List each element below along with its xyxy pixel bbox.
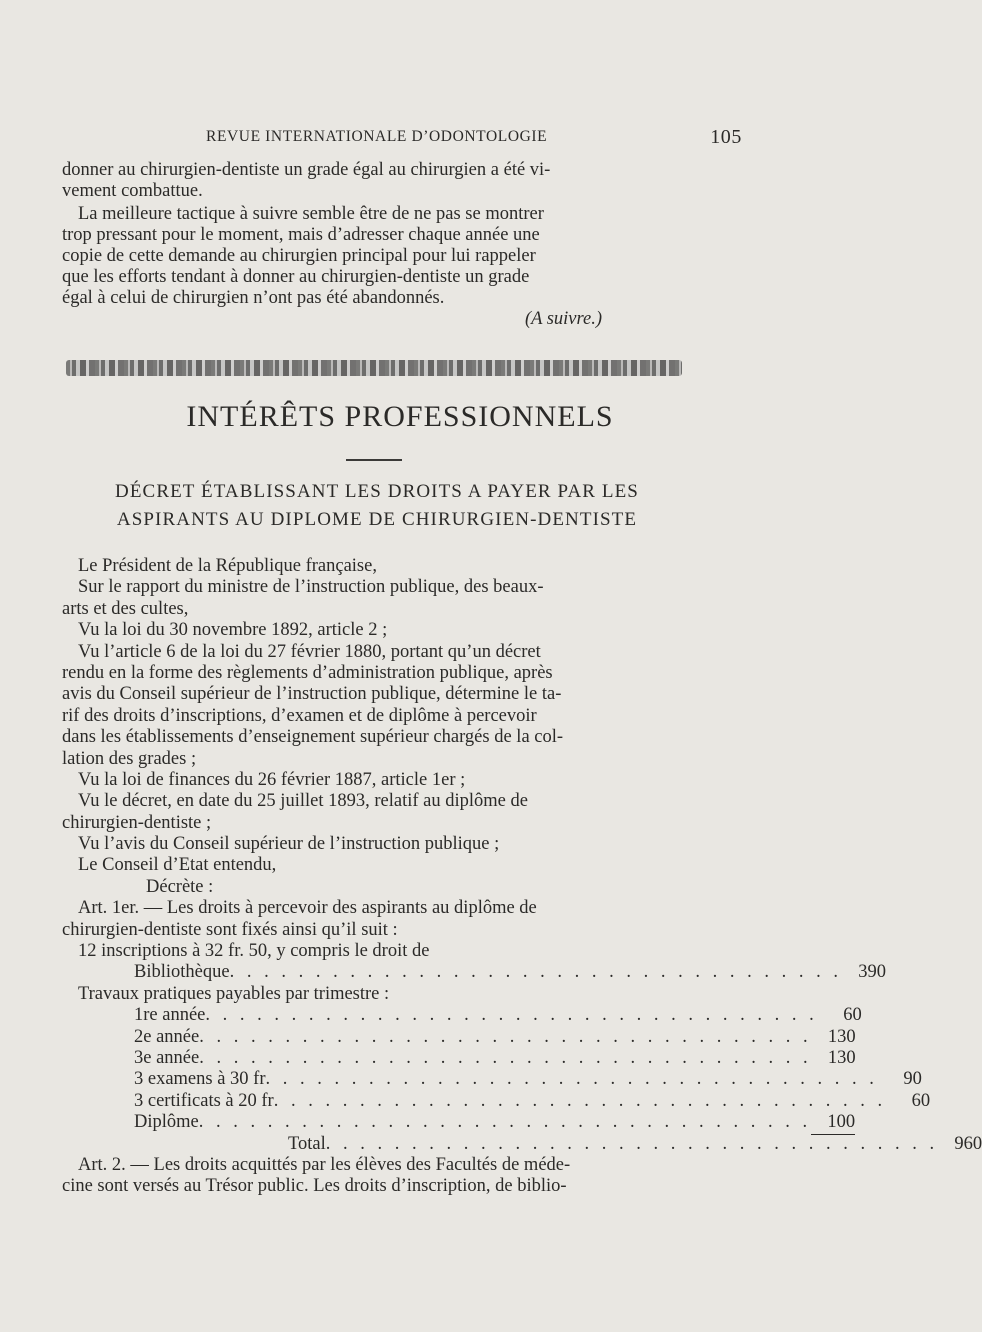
- fee-label: 3 certificats à 20 fr: [134, 1090, 274, 1111]
- ornamental-divider: [66, 360, 682, 376]
- text-line: arts et des cultes,: [62, 598, 189, 619]
- text-line: rif des droits d’inscriptions, d’examen et de diplôme à percevoir: [62, 705, 537, 726]
- fee-label: 3 examens à 30 fr: [134, 1069, 266, 1090]
- text-line: Travaux pratiques payables par trimestre :: [78, 983, 390, 1004]
- fee-row: [62, 1090, 931, 1112]
- decree-title-line: ASPIRANTS AU DIPLOME DE CHIRURGIEN-DENTISTE: [116, 509, 638, 530]
- fee-label: 3e année: [134, 1047, 200, 1068]
- text-line: copie de cette demande au chirurgien principal pour lui rappeler: [62, 246, 536, 266]
- fee-value: 130: [827, 1047, 856, 1068]
- decree-body: [62, 556, 982, 1198]
- text-line: La meilleure tactique à suivre semble être de ne pas se montrer: [78, 204, 544, 224]
- text-line: Art. 2. — Les droits acquittés par les élèves des Facultés de méde-: [78, 1154, 571, 1175]
- fee-value: 90: [903, 1069, 922, 1090]
- fee-label: 2e année: [134, 1026, 200, 1047]
- text-line: chirurgien-dentiste ;: [62, 812, 212, 833]
- to-be-continued: (A suivre.): [524, 309, 602, 329]
- leader-dots: . . . . . . . . . . . . . . . . . . . . . . . . . . . . . . . . . . . .: [325, 1133, 939, 1154]
- text-line: Vu la loi du 30 novembre 1892, article 2 ;: [78, 620, 388, 641]
- fee-value: 100: [811, 1112, 855, 1134]
- text-line: cine sont versés au Trésor public. Les droits d’inscription, de biblio-: [62, 1176, 567, 1197]
- text-line: Art. 1er. — Les droits à percevoir des aspirants au diplôme de: [78, 898, 537, 919]
- decree-title-line: DÉCRET ÉTABLISSANT LES DROITS A PAYER PAR LES: [115, 481, 639, 502]
- text-line: dans les établissements d’enseignement supérieur chargés de la col-: [62, 727, 564, 748]
- total-value: 960: [954, 1133, 982, 1154]
- text-line: Le Conseil d’Etat entendu,: [78, 855, 277, 876]
- fee-row: [62, 1112, 856, 1133]
- running-title: REVUE INTERNATIONALE D’ODONTOLOGIE: [206, 128, 548, 145]
- text-line: rendu en la forme des règlements d’administration publique, après: [62, 662, 553, 683]
- fee-row: [62, 1005, 862, 1026]
- text-line: que les efforts tendant à donner au chirurgien-dentiste un grade: [62, 267, 530, 287]
- text-line: avis du Conseil supérieur de l’instruction publique, détermine le ta-: [62, 684, 562, 705]
- page-number: 105: [710, 126, 742, 148]
- tactic-paragraph: [62, 204, 682, 330]
- fee-row: [62, 1026, 856, 1048]
- fee-value: 130: [827, 1026, 856, 1047]
- text-line: trop pressant pour le moment, mais d’adresser chaque année une: [62, 225, 540, 245]
- text-line: lation des grades ;: [62, 748, 197, 769]
- section-title: INTÉRÊTS PROFESSIONNELS: [186, 400, 614, 433]
- fee-value: 60: [843, 1005, 862, 1026]
- leader-dots: . . . . . . . . . . . . . . . . . . . . . . . . . . . . . . . . . . . .: [229, 962, 842, 983]
- text-line: donner au chirurgien-dentiste un grade égal au chirurgien a été vi-: [62, 160, 551, 180]
- fees-table: [62, 962, 982, 1155]
- leader-dots: . . . . . . . . . . . . . . . . . . . . . . . . . . . . . . . . . . . .: [199, 1026, 812, 1047]
- text-line: Vu l’avis du Conseil supérieur de l’instruction publique ;: [78, 834, 500, 855]
- fee-label: 1re année: [134, 1005, 206, 1026]
- total-row: [62, 1133, 982, 1155]
- text-line: Vu la loi de finances du 26 février 1887, article 1er ;: [78, 769, 466, 790]
- fee-label: Diplôme: [134, 1112, 199, 1133]
- decree-title: [62, 478, 692, 534]
- continued-paragraph: [62, 160, 682, 202]
- leader-dots: . . . . . . . . . . . . . . . . . . . . . . . . . . . . . . . . . . . .: [199, 1047, 812, 1068]
- text-line: vement combattue.: [62, 181, 203, 201]
- leader-dots: . . . . . . . . . . . . . . . . . . . . . . . . . . . . . . . . . . . .: [273, 1090, 887, 1111]
- text-line: Décrète :: [146, 876, 214, 897]
- fee-value: 390: [858, 962, 886, 983]
- fee-label: Bibliothèque: [134, 962, 230, 983]
- text-line: 12 inscriptions à 32 fr. 50, y compris le droit de: [78, 941, 430, 962]
- text-line: Le Président de la République française,: [78, 556, 377, 576]
- fee-row: [62, 1069, 922, 1090]
- leader-dots: . . . . . . . . . . . . . . . . . . . . . . . . . . . . . . . . . . . .: [198, 1112, 812, 1133]
- title-rule: [346, 459, 402, 461]
- leader-dots: . . . . . . . . . . . . . . . . . . . . . . . . . . . . . . . . . . . .: [205, 1005, 818, 1026]
- text-line: égal à celui de chirurgien n’ont pas été abandonnés.: [62, 288, 445, 308]
- fee-row: [62, 1047, 856, 1069]
- leader-dots: . . . . . . . . . . . . . . . . . . . . . . . . . . . . . . . . . . . .: [265, 1069, 878, 1090]
- text-line: chirurgien-dentiste sont fixés ainsi qu’il suit :: [62, 919, 398, 940]
- text-line: Sur le rapport du ministre de l’instruction publique, des beaux-: [78, 577, 544, 598]
- text-line: Vu le décret, en date du 25 juillet 1893, relatif au diplôme de: [78, 791, 528, 812]
- text-line: Vu l’article 6 de la loi du 27 février 1880, portant qu’un décret: [78, 641, 541, 662]
- fee-row: [62, 962, 886, 983]
- total-label: Total: [288, 1133, 326, 1154]
- fee-value: 60: [911, 1090, 931, 1111]
